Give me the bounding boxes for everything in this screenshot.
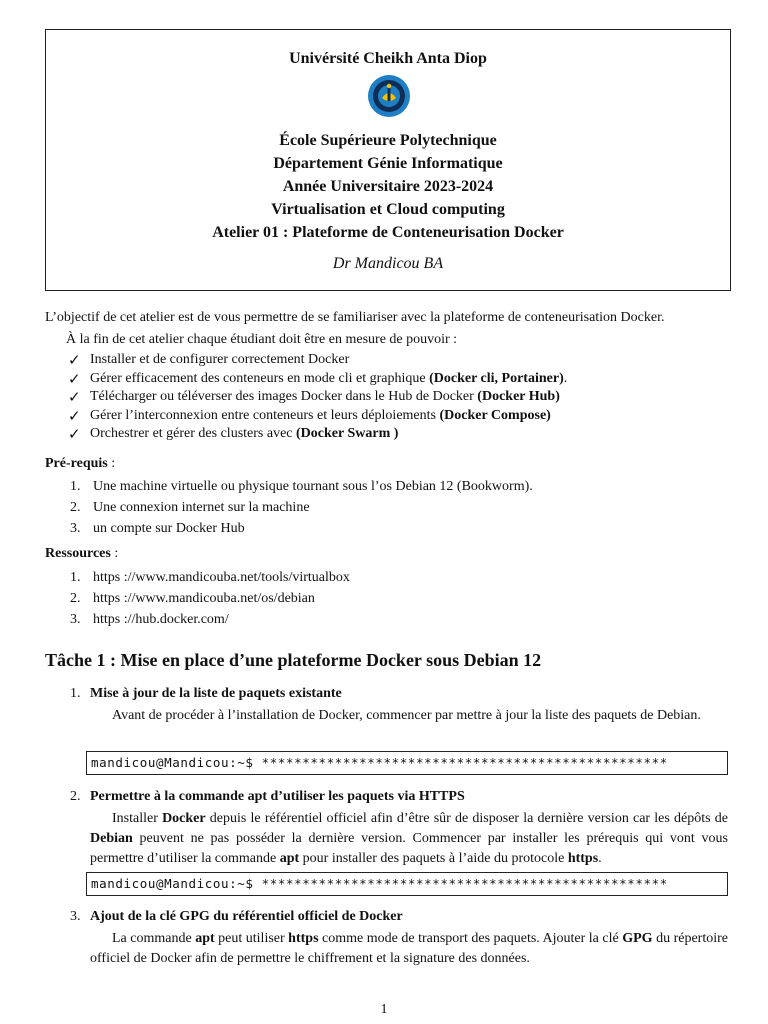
- step-body: Installer Docker depuis le référentiel officiel afin d’être sûr de disposer la dernière version car les dépôts de Debian peuvent ne pas posséder la dernière version. Commencer par installer les prérequis qui vont vous permettre d’utiliser la commande apt pour installer des paquets à l’aide du protocole https.: [90, 811, 728, 866]
- objective-item: ✓ Gérer efficacement des conteneurs en mode cli et graphique (Docker cli, Portainer).: [68, 369, 568, 388]
- document-page: Univérsité Cheikh Anta Diop École Supérieure Polytechnique Département Génie Informatique Année Universitaire 2023-2024 Virtualisation et Cloud computing Atelier 01 : Plateforme de Conteneurisation Docker Dr Mandicou BA L’objectif de cet atelier est de vous permettre de se familiariser avec la plateforme de conteneurisation Docker. À la fin de cet atelier chaque étudiant doit être en mesure de pouvoir : ✓ Installer et de configurer correctement Docker ✓ Gérer efficacement des conteneurs en mode cli et graphique (Docker cli, Portainer). ✓ Télécharger ou téléverser des images Docker dans le Hub de Docker (Docker Hub) ✓ Gérer l’interconnexion entre conteneurs et leurs déploiements (Docker Compose) ✓ Orchestrer et gérer des clusters avec (Docker Swarm ) Pré-requis : 1. Une machine virtuelle ou physique tournant sous l’os Debian 12 (Bookworm). 2. Une connexion internet sur la machine 3. un compte sur Docker Hub Ressources : 1. https ://www.mandicouba.net/tools/virtualbox 2. https ://www.mandicouba.net/os/debian 3. https ://hub.docker.com/ Tâche 1 : Mise en place d’une plateforme Docker sous Debian 12 1. Mise à jour de la liste de paquets existante Avant de procéder à l’installation de Docker, commencer par mettre à jour la liste des paquets de Debian. mandicou@Mandicou:~$ ************************************************** 2. Permettre à la commande apt d’utiliser les paquets via HTTPS Installer Docker depuis le référentiel officiel afin d’être sûr de disposer la dernière version car les dépôts de Debian peuvent ne pas posséder la dernière version. Commencer par installer les prérequis qui vont vous permettre d’utiliser la commande apt pour installer des paquets à l’aide du protocole https. mandicou@Mandicou:~$ ************************************************** 3. Ajout de la clé GPG du référentiel officiel de Docker La commande apt peut utiliser https comme mode de transport des paquets. Ajouter la clé GPG du répertoire officiel de Docker afin de permettre le chiffrement et la signature des données. 1: [0, 0, 768, 1024]
- academic-year: Année Universitaire 2023-2024: [282, 178, 494, 195]
- command-box: mandicou@Mandicou:~$ **************************************************: [86, 872, 728, 896]
- course-title: Virtualisation et Cloud computing: [271, 201, 505, 218]
- check-icon: ✓: [68, 425, 81, 443]
- author-name: Dr Mandicou BA: [332, 255, 444, 272]
- objectives-list: [68, 351, 567, 444]
- objective-item: ✓ Installer et de configurer correctement Docker: [68, 351, 350, 369]
- check-icon: ✓: [68, 388, 81, 406]
- step-title: Mise à jour de la liste de paquets existante: [90, 686, 342, 701]
- check-icon: ✓: [68, 369, 81, 388]
- list-item: 3. https ://hub.docker.com/: [70, 612, 229, 627]
- list-item: 2. https ://www.mandicouba.net/os/debian: [70, 591, 315, 606]
- prereq-list: [70, 478, 533, 541]
- step-title: Ajout de la clé GPG du référentiel officiel de Docker: [90, 909, 403, 924]
- prereq-heading: Pré-requis :: [45, 456, 116, 471]
- objective-item: ✓ Orchestrer et gérer des clusters avec (Docker Swarm ): [68, 425, 399, 443]
- step-body: La commande apt peut utiliser https comme mode de transport des paquets. Ajouter la clé GPG du répertoire officiel de Docker afin de permettre le chiffrement et la signature des données.: [90, 931, 728, 966]
- list-item: 1. Une machine virtuelle ou physique tournant sous l’os Debian 12 (Bookworm).: [70, 479, 533, 494]
- list-item: 1. https ://www.mandicouba.net/tools/virtualbox: [70, 570, 350, 585]
- check-icon: ✓: [68, 406, 81, 425]
- list-item: 3. un compte sur Docker Hub: [70, 521, 245, 536]
- objective-text: L’objectif de cet atelier est de vous permettre de se familiariser avec la plateforme de conteneurisation Docker.: [45, 310, 665, 325]
- objective-item: ✓ Télécharger ou téléverser des images Docker dans le Hub de Docker (Docker Hub): [68, 388, 560, 406]
- check-icon: ✓: [68, 351, 81, 369]
- list-item: 2. Une connexion internet sur la machine: [70, 500, 310, 515]
- school-name: École Supérieure Polytechnique: [279, 132, 497, 149]
- university-name: Univérsité Cheikh Anta Diop: [289, 50, 487, 67]
- department-name: Département Génie Informatique: [273, 155, 503, 172]
- command-box: mandicou@Mandicou:~$ **************************************************: [86, 751, 728, 775]
- objectives-lead: À la fin de cet atelier chaque étudiant doit être en mesure de pouvoir :: [66, 332, 458, 347]
- objective-item: ✓ Gérer l’interconnexion entre conteneurs et leurs déploiements (Docker Compose): [68, 406, 551, 425]
- page-number: 1: [380, 1002, 388, 1017]
- title-box: [45, 29, 731, 291]
- step-body: Avant de procéder à l’installation de Docker, commencer par mettre à jour la liste des paquets de Debian.: [112, 708, 701, 723]
- step-title: Permettre à la commande apt d’utiliser les paquets via HTTPS: [90, 789, 465, 804]
- task-heading: Tâche 1 : Mise en place d’une plateforme Docker sous Debian 12: [45, 650, 542, 670]
- resources-heading: Ressources :: [45, 546, 119, 561]
- university-logo: [367, 74, 411, 118]
- resources-list: [70, 569, 350, 632]
- workshop-title: Atelier 01 : Plateforme de Conteneurisation Docker: [212, 224, 564, 241]
